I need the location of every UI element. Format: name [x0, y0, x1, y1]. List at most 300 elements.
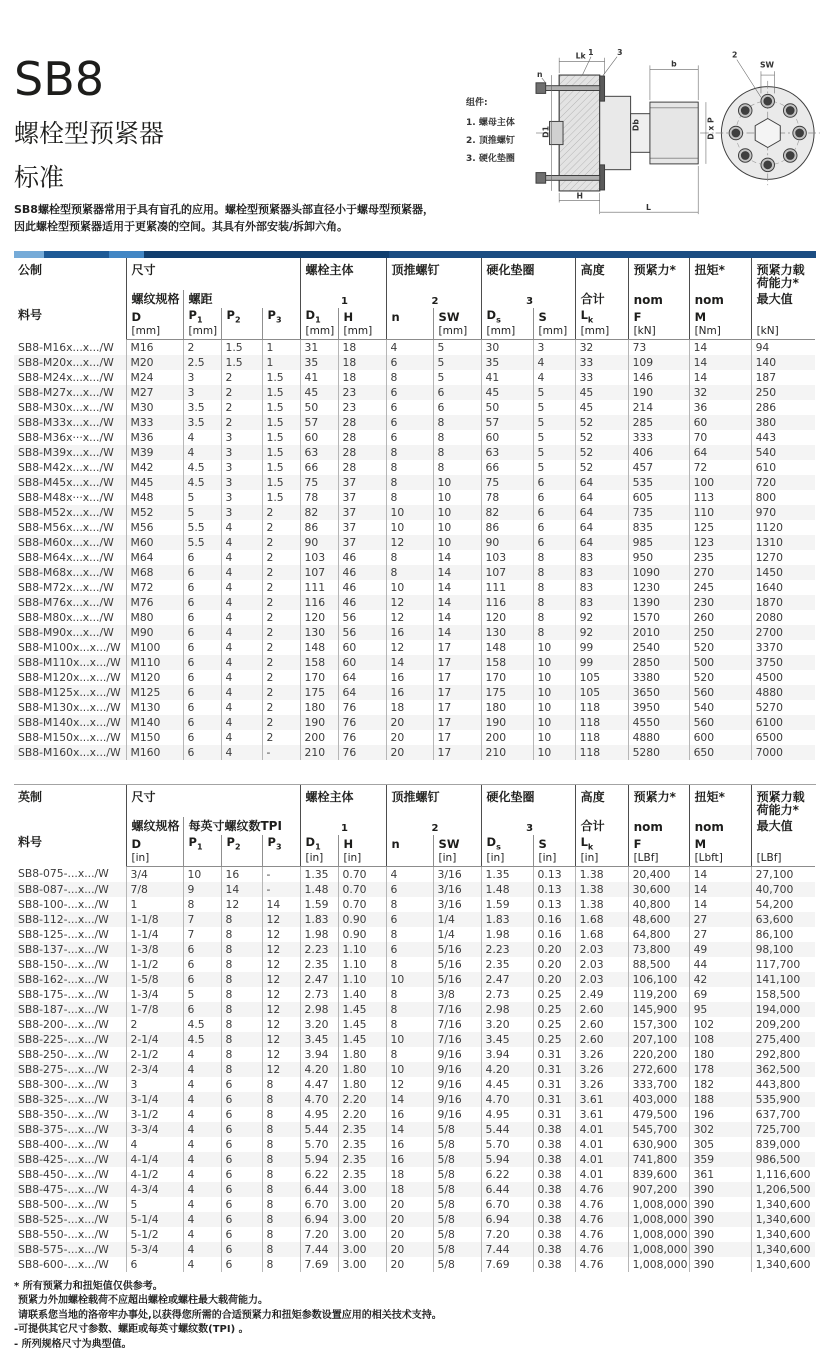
sub-header: 每英寸螺纹数TPI — [183, 817, 300, 835]
table-cell: 90 — [481, 535, 533, 550]
table-cell: 109 — [628, 355, 689, 370]
table-cell: 1.5 — [262, 430, 300, 445]
table-cell: 4 — [183, 1092, 221, 1107]
table-row — [14, 1197, 815, 1212]
table-cell: 120 — [481, 610, 533, 625]
table-cell: 3.94 — [300, 1047, 338, 1062]
table-cell: 9/16 — [433, 1077, 481, 1092]
table-cell: 111 — [300, 580, 338, 595]
table-cell: 4.5 — [183, 460, 221, 475]
table-row — [14, 987, 815, 1002]
table-cell: 6 — [386, 430, 433, 445]
table-cell: 0.25 — [533, 1017, 575, 1032]
table-cell: 8 — [433, 430, 481, 445]
table-cell: 4 — [221, 670, 262, 685]
table-cell: 1270 — [751, 550, 815, 565]
table-cell: 6 — [221, 1167, 262, 1182]
table-cell: 1 — [262, 355, 300, 370]
table-cell: 4 — [221, 700, 262, 715]
table-cell: 2 — [221, 370, 262, 385]
table-cell: 1.35 — [481, 866, 533, 882]
table-cell: 120 — [300, 610, 338, 625]
table-cell: 8 — [262, 1107, 300, 1122]
table-cell: 7/16 — [433, 1017, 481, 1032]
part-number-cell: SB8-M45x...x.../W — [18, 475, 114, 489]
table-cell: 8 — [386, 1047, 433, 1062]
table-cell: 64 — [338, 685, 386, 700]
table-cell: 6 — [183, 655, 221, 670]
table-cell: 116 — [481, 595, 533, 610]
table-cell: 63,600 — [751, 912, 815, 927]
table-cell: 14 — [689, 355, 751, 370]
table-cell: 6 — [183, 942, 221, 957]
table-cell: 6.44 — [481, 1182, 533, 1197]
table-cell: 12 — [386, 640, 433, 655]
table-cell: 6 — [183, 550, 221, 565]
table-cell: 2 — [221, 400, 262, 415]
column-symbol: F — [628, 308, 689, 324]
table-cell: 5.5 — [183, 520, 221, 535]
table-cell: 7.20 — [481, 1227, 533, 1242]
table-cell: 30,600 — [628, 882, 689, 897]
column-unit: [kN] — [751, 324, 815, 339]
table-cell: 16 — [386, 1107, 433, 1122]
table-cell: 5/8 — [433, 1122, 481, 1137]
footnote-line: 请联系您当地的洛帝牢办事处,以获得您所需的合适预紧力和扭矩参数设置应用的相关技术支持。 — [18, 1309, 442, 1321]
table-cell: 5.94 — [481, 1152, 533, 1167]
table-cell: 3 — [533, 339, 575, 355]
table-cell: 6 — [183, 610, 221, 625]
table-cell: 5/8 — [433, 1167, 481, 1182]
table-cell: 2.03 — [575, 957, 628, 972]
table-cell: 63 — [300, 445, 338, 460]
table-cell: 986,500 — [751, 1152, 815, 1167]
table-cell: 64 — [575, 505, 628, 520]
table-cell: 4 — [183, 1182, 221, 1197]
table-cell: 6 — [433, 400, 481, 415]
table-cell: 106,100 — [628, 972, 689, 987]
table-cell: 285 — [628, 415, 689, 430]
table-cell: 5 — [533, 445, 575, 460]
table-cell: 41 — [481, 370, 533, 385]
table-cell: M125 — [126, 685, 183, 700]
table-cell: 3/16 — [433, 882, 481, 897]
group-marker: 3 — [481, 817, 575, 835]
table-cell: 8 — [221, 1032, 262, 1047]
table-cell: 4 — [183, 1047, 221, 1062]
table-cell: 100 — [689, 475, 751, 490]
table-cell: 30 — [481, 339, 533, 355]
table-cell: 6 — [126, 1257, 183, 1272]
table-cell: 75 — [481, 475, 533, 490]
table-cell: 4 — [221, 685, 262, 700]
table-cell: 2700 — [751, 625, 815, 640]
table-cell: 4880 — [628, 730, 689, 745]
table-cell: 0.90 — [338, 912, 386, 927]
group-marker: 1 — [300, 290, 386, 308]
table-cell: 443,800 — [751, 1077, 815, 1092]
table-cell: 0.13 — [533, 882, 575, 897]
table-cell: 8 — [533, 580, 575, 595]
table-cell: 443 — [751, 430, 815, 445]
table-cell: 200 — [300, 730, 338, 745]
table-cell: 4 — [183, 1197, 221, 1212]
column-unit — [221, 324, 262, 339]
table-cell: 17 — [433, 700, 481, 715]
table-cell: M60 — [126, 535, 183, 550]
table-cell: 3.00 — [338, 1197, 386, 1212]
table-cell: 1,340,600 — [751, 1197, 815, 1212]
table-cell: 1,206,500 — [751, 1182, 815, 1197]
table-cell: 0.20 — [533, 972, 575, 987]
table-cell: M30 — [126, 400, 183, 415]
table-cell: 46 — [338, 550, 386, 565]
table-cell: - — [262, 866, 300, 882]
part-number-cell: SB8-200-...x.../W — [18, 1017, 109, 1031]
table-cell: 2.5 — [183, 355, 221, 370]
table-cell: 2.35 — [338, 1137, 386, 1152]
page-title: SB8 — [14, 52, 105, 106]
table-cell: 650 — [689, 745, 751, 760]
table-cell: 78 — [481, 490, 533, 505]
group-header: 预紧力* — [628, 785, 689, 817]
table-cell: 196 — [689, 1107, 751, 1122]
table-cell: M110 — [126, 655, 183, 670]
table-row — [14, 882, 815, 897]
section-label-text: 公制 — [18, 263, 43, 278]
table-cell: 8 — [262, 1167, 300, 1182]
table-cell: 3.00 — [338, 1212, 386, 1227]
column-symbol: n — [386, 308, 433, 324]
table-cell: 52 — [575, 445, 628, 460]
table-cell: 2.20 — [338, 1107, 386, 1122]
table-cell: 4.76 — [575, 1242, 628, 1257]
table-cell: 8 — [386, 957, 433, 972]
table-cell: 1.59 — [481, 897, 533, 912]
column-symbol: $L_k$ — [575, 835, 628, 851]
table-cell: M24 — [126, 370, 183, 385]
table-cell: 535,900 — [751, 1092, 815, 1107]
column-symbol: $P_2$ — [221, 835, 262, 851]
table-row — [14, 1032, 815, 1047]
table-cell: 60 — [689, 415, 751, 430]
table-cell: 3 — [221, 505, 262, 520]
table-cell: 2 — [262, 625, 300, 640]
table-cell: 1,340,600 — [751, 1227, 815, 1242]
table-row — [14, 942, 815, 957]
table-cell: 5/16 — [433, 957, 481, 972]
table-cell: 250 — [751, 385, 815, 400]
table-cell: 2.20 — [338, 1092, 386, 1107]
table-cell: 214 — [628, 400, 689, 415]
table-cell: 4.76 — [575, 1197, 628, 1212]
table-cell: 18 — [386, 1182, 433, 1197]
table-cell: 5/8 — [433, 1212, 481, 1227]
table-cell: 5/8 — [433, 1152, 481, 1167]
table-cell: M130 — [126, 700, 183, 715]
table-cell: 83 — [575, 565, 628, 580]
part-number-cell: SB8-M64x...x.../W — [18, 550, 114, 564]
table-cell: 605 — [628, 490, 689, 505]
table-cell: 3 — [221, 490, 262, 505]
table-cell: 1-3/8 — [126, 942, 183, 957]
table-cell: 4 — [221, 565, 262, 580]
table-cell: 1,008,000 — [628, 1227, 689, 1242]
table-cell: 6 — [221, 1257, 262, 1272]
table-cell: M36 — [126, 430, 183, 445]
table-cell: 14 — [689, 370, 751, 385]
table-cell: 4 — [183, 1167, 221, 1182]
table-cell: 5 — [183, 987, 221, 1002]
table-cell: 0.31 — [533, 1047, 575, 1062]
table-cell: 1.5 — [262, 475, 300, 490]
table-cell: 99 — [575, 655, 628, 670]
table-cell: 20 — [386, 1242, 433, 1257]
table-cell: 6 — [183, 565, 221, 580]
table-cell: 8 — [221, 957, 262, 972]
table-cell: 8 — [221, 942, 262, 957]
table-cell: 6 — [221, 1152, 262, 1167]
table-cell: 12 — [262, 1017, 300, 1032]
table-row — [14, 912, 815, 927]
table-cell: 4 — [221, 595, 262, 610]
table-cell: 390 — [689, 1182, 751, 1197]
description-line: SB8螺栓型预紧器常用于具有盲孔的应用。螺栓型预紧器头部直径小于螺母型预紧器， — [14, 203, 434, 216]
table-cell: 0.90 — [338, 927, 386, 942]
table-row — [14, 1182, 815, 1197]
table-cell: 37 — [338, 535, 386, 550]
table-cell: 2.23 — [300, 942, 338, 957]
table-cell: 8 — [262, 1092, 300, 1107]
column-unit: [mm] — [481, 324, 533, 339]
table-cell: 200 — [481, 730, 533, 745]
table-cell: 48,600 — [628, 912, 689, 927]
table-cell: 6 — [183, 957, 221, 972]
table-cell: 4-3/4 — [126, 1182, 183, 1197]
table-cell: 12 — [386, 535, 433, 550]
table-cell: 20 — [386, 715, 433, 730]
table-cell: 1.10 — [338, 972, 386, 987]
part-number-cell: SB8-M72x...x.../W — [18, 580, 114, 594]
part-number-cell: SB8-350-...x.../W — [18, 1107, 109, 1121]
sub-header: 最大值 — [751, 290, 815, 308]
table-cell: M56 — [126, 520, 183, 535]
table-cell: 3.26 — [575, 1047, 628, 1062]
table-cell: 1/4 — [433, 927, 481, 942]
table-cell: 10 — [533, 640, 575, 655]
table-cell: 105 — [575, 685, 628, 700]
column-symbol: $D_s$ — [481, 308, 533, 324]
table-cell: 37 — [338, 520, 386, 535]
table-cell: 10 — [433, 520, 481, 535]
table-cell: 720 — [751, 475, 815, 490]
part-number-cell: SB8-M100x...x.../W — [18, 640, 121, 654]
table-cell: 107 — [481, 565, 533, 580]
column-symbol: D — [126, 835, 183, 851]
part-number-cell: SB8-M150x...x.../W — [18, 730, 121, 744]
column-symbol: M — [689, 308, 751, 324]
table-cell: 12 — [262, 957, 300, 972]
table-row — [14, 370, 815, 385]
technical-drawing-block — [466, 46, 816, 218]
table-cell: 560 — [689, 685, 751, 700]
table-cell: 194,000 — [751, 1002, 815, 1017]
table-cell: 118 — [575, 745, 628, 760]
table-cell: 1.45 — [338, 1017, 386, 1032]
part-number-cell: SB8-075-...x.../W — [18, 867, 109, 881]
table-cell: 46 — [338, 565, 386, 580]
table-cell: 1,340,600 — [751, 1212, 815, 1227]
table-cell: M48 — [126, 490, 183, 505]
table-cell: M42 — [126, 460, 183, 475]
table-cell: 82 — [300, 505, 338, 520]
header-row — [14, 308, 815, 324]
table-cell: 64 — [575, 535, 628, 550]
table-cell: 16 — [386, 1137, 433, 1152]
dim-label-b: b — [671, 59, 677, 69]
table-cell: 5.70 — [300, 1137, 338, 1152]
table-cell: 180 — [481, 700, 533, 715]
table-cell: 8 — [386, 475, 433, 490]
table-cell: 540 — [751, 445, 815, 460]
table-cell: 0.31 — [533, 1107, 575, 1122]
table-cell: 3.61 — [575, 1092, 628, 1107]
table-cell: 76 — [338, 700, 386, 715]
table-cell: 1870 — [751, 595, 815, 610]
sub-header: 最大值 — [751, 817, 815, 835]
table-cell: 46 — [338, 595, 386, 610]
table-cell: 1-5/8 — [126, 972, 183, 987]
table-cell: 6 — [183, 730, 221, 745]
table-cell: 0.70 — [338, 882, 386, 897]
table-cell: 56 — [338, 625, 386, 640]
table-cell: 6.44 — [300, 1182, 338, 1197]
table-cell: 741,800 — [628, 1152, 689, 1167]
table-cell: 10 — [533, 685, 575, 700]
part-number-cell: SB8-M39x...x.../W — [18, 445, 114, 459]
table-cell: 839,000 — [751, 1137, 815, 1152]
table-cell: 2.23 — [481, 942, 533, 957]
table-cell: 403,000 — [628, 1092, 689, 1107]
group-header: 硬化垫圈 — [481, 258, 575, 290]
table-row — [14, 520, 815, 535]
table-cell: 245 — [689, 580, 751, 595]
table-cell: 40,700 — [751, 882, 815, 897]
table-cell: 3 — [126, 1077, 183, 1092]
table-cell: 16 — [386, 670, 433, 685]
table-cell: 60 — [481, 430, 533, 445]
table-cell: 5 — [433, 370, 481, 385]
table-cell: 8 — [386, 490, 433, 505]
table-cell: 2-1/2 — [126, 1047, 183, 1062]
table-cell: 5/8 — [433, 1197, 481, 1212]
table-cell: 8 — [262, 1077, 300, 1092]
table-cell: 4 — [126, 1137, 183, 1152]
table-cell: 6 — [183, 670, 221, 685]
table-cell: 1230 — [628, 580, 689, 595]
table-cell: 500 — [689, 655, 751, 670]
table-cell: 1.40 — [338, 987, 386, 1002]
table-cell: 146 — [628, 370, 689, 385]
table-cell: 207,100 — [628, 1032, 689, 1047]
column-symbol: $P_2$ — [221, 308, 262, 324]
column-unit: [in] — [338, 851, 386, 866]
sub-header: nom — [628, 817, 689, 835]
table-cell: 175 — [481, 685, 533, 700]
table-cell: 0.70 — [338, 866, 386, 882]
table-cell: 2-1/4 — [126, 1032, 183, 1047]
table-cell: 5270 — [751, 700, 815, 715]
table-cell: 5.94 — [300, 1152, 338, 1167]
table-cell: 1.5 — [262, 415, 300, 430]
part-number-cell: SB8-475-...x.../W — [18, 1182, 109, 1196]
table-cell: M100 — [126, 640, 183, 655]
table-cell: 6.70 — [300, 1197, 338, 1212]
table-cell: 8 — [221, 1062, 262, 1077]
table-cell: 45 — [300, 385, 338, 400]
table-cell: 37 — [338, 505, 386, 520]
column-symbol: H — [338, 835, 386, 851]
table-cell: 2.03 — [575, 972, 628, 987]
imperial-table-section — [14, 784, 816, 1272]
column-unit: [mm] — [533, 324, 575, 339]
table-cell: 108 — [689, 1032, 751, 1047]
table-cell: 0.31 — [533, 1077, 575, 1092]
table-row — [14, 625, 815, 640]
part-label-3: 3 — [617, 47, 623, 57]
table-cell: 12 — [262, 1002, 300, 1017]
table-cell: 10 — [386, 580, 433, 595]
table-cell: 1,008,000 — [628, 1212, 689, 1227]
table-cell: 0.25 — [533, 987, 575, 1002]
table-cell: 35 — [300, 355, 338, 370]
table-cell: 28 — [338, 445, 386, 460]
table-cell: 12 — [262, 1047, 300, 1062]
sub-header: 合计 — [575, 817, 628, 835]
table-cell: 6 — [183, 580, 221, 595]
table-row — [14, 610, 815, 625]
part-number-cell: SB8-112-...x.../W — [18, 912, 109, 926]
side-view — [536, 57, 714, 214]
table-cell: 4 — [221, 715, 262, 730]
metric-table — [14, 258, 815, 760]
table-cell: 4 — [386, 339, 433, 355]
table-cell: 50 — [481, 400, 533, 415]
table-cell: 1/4 — [433, 912, 481, 927]
table-cell: 6 — [386, 882, 433, 897]
table-cell: 4 — [221, 550, 262, 565]
table-cell: 8 — [386, 1002, 433, 1017]
table-cell: 6 — [221, 1122, 262, 1137]
table-cell: 0.38 — [533, 1227, 575, 1242]
table-cell: 75 — [300, 475, 338, 490]
table-cell: 3/16 — [433, 897, 481, 912]
table-cell: 14 — [262, 897, 300, 912]
table-cell: 2 — [262, 505, 300, 520]
group-marker: 2 — [386, 817, 481, 835]
table-cell: 2 — [262, 640, 300, 655]
table-cell: 5.44 — [481, 1122, 533, 1137]
footnotes — [14, 1280, 816, 1352]
table-cell: 6 — [386, 415, 433, 430]
table-cell: 3.20 — [300, 1017, 338, 1032]
table-cell: 520 — [689, 670, 751, 685]
table-cell: 250 — [689, 625, 751, 640]
table-cell: 457 — [628, 460, 689, 475]
description-line: 因此螺栓型预紧器适用于更紧凑的空间。其具有外部安装/拆卸六角。 — [14, 220, 349, 234]
table-cell: 2 — [262, 655, 300, 670]
table-cell: 4 — [221, 745, 262, 760]
